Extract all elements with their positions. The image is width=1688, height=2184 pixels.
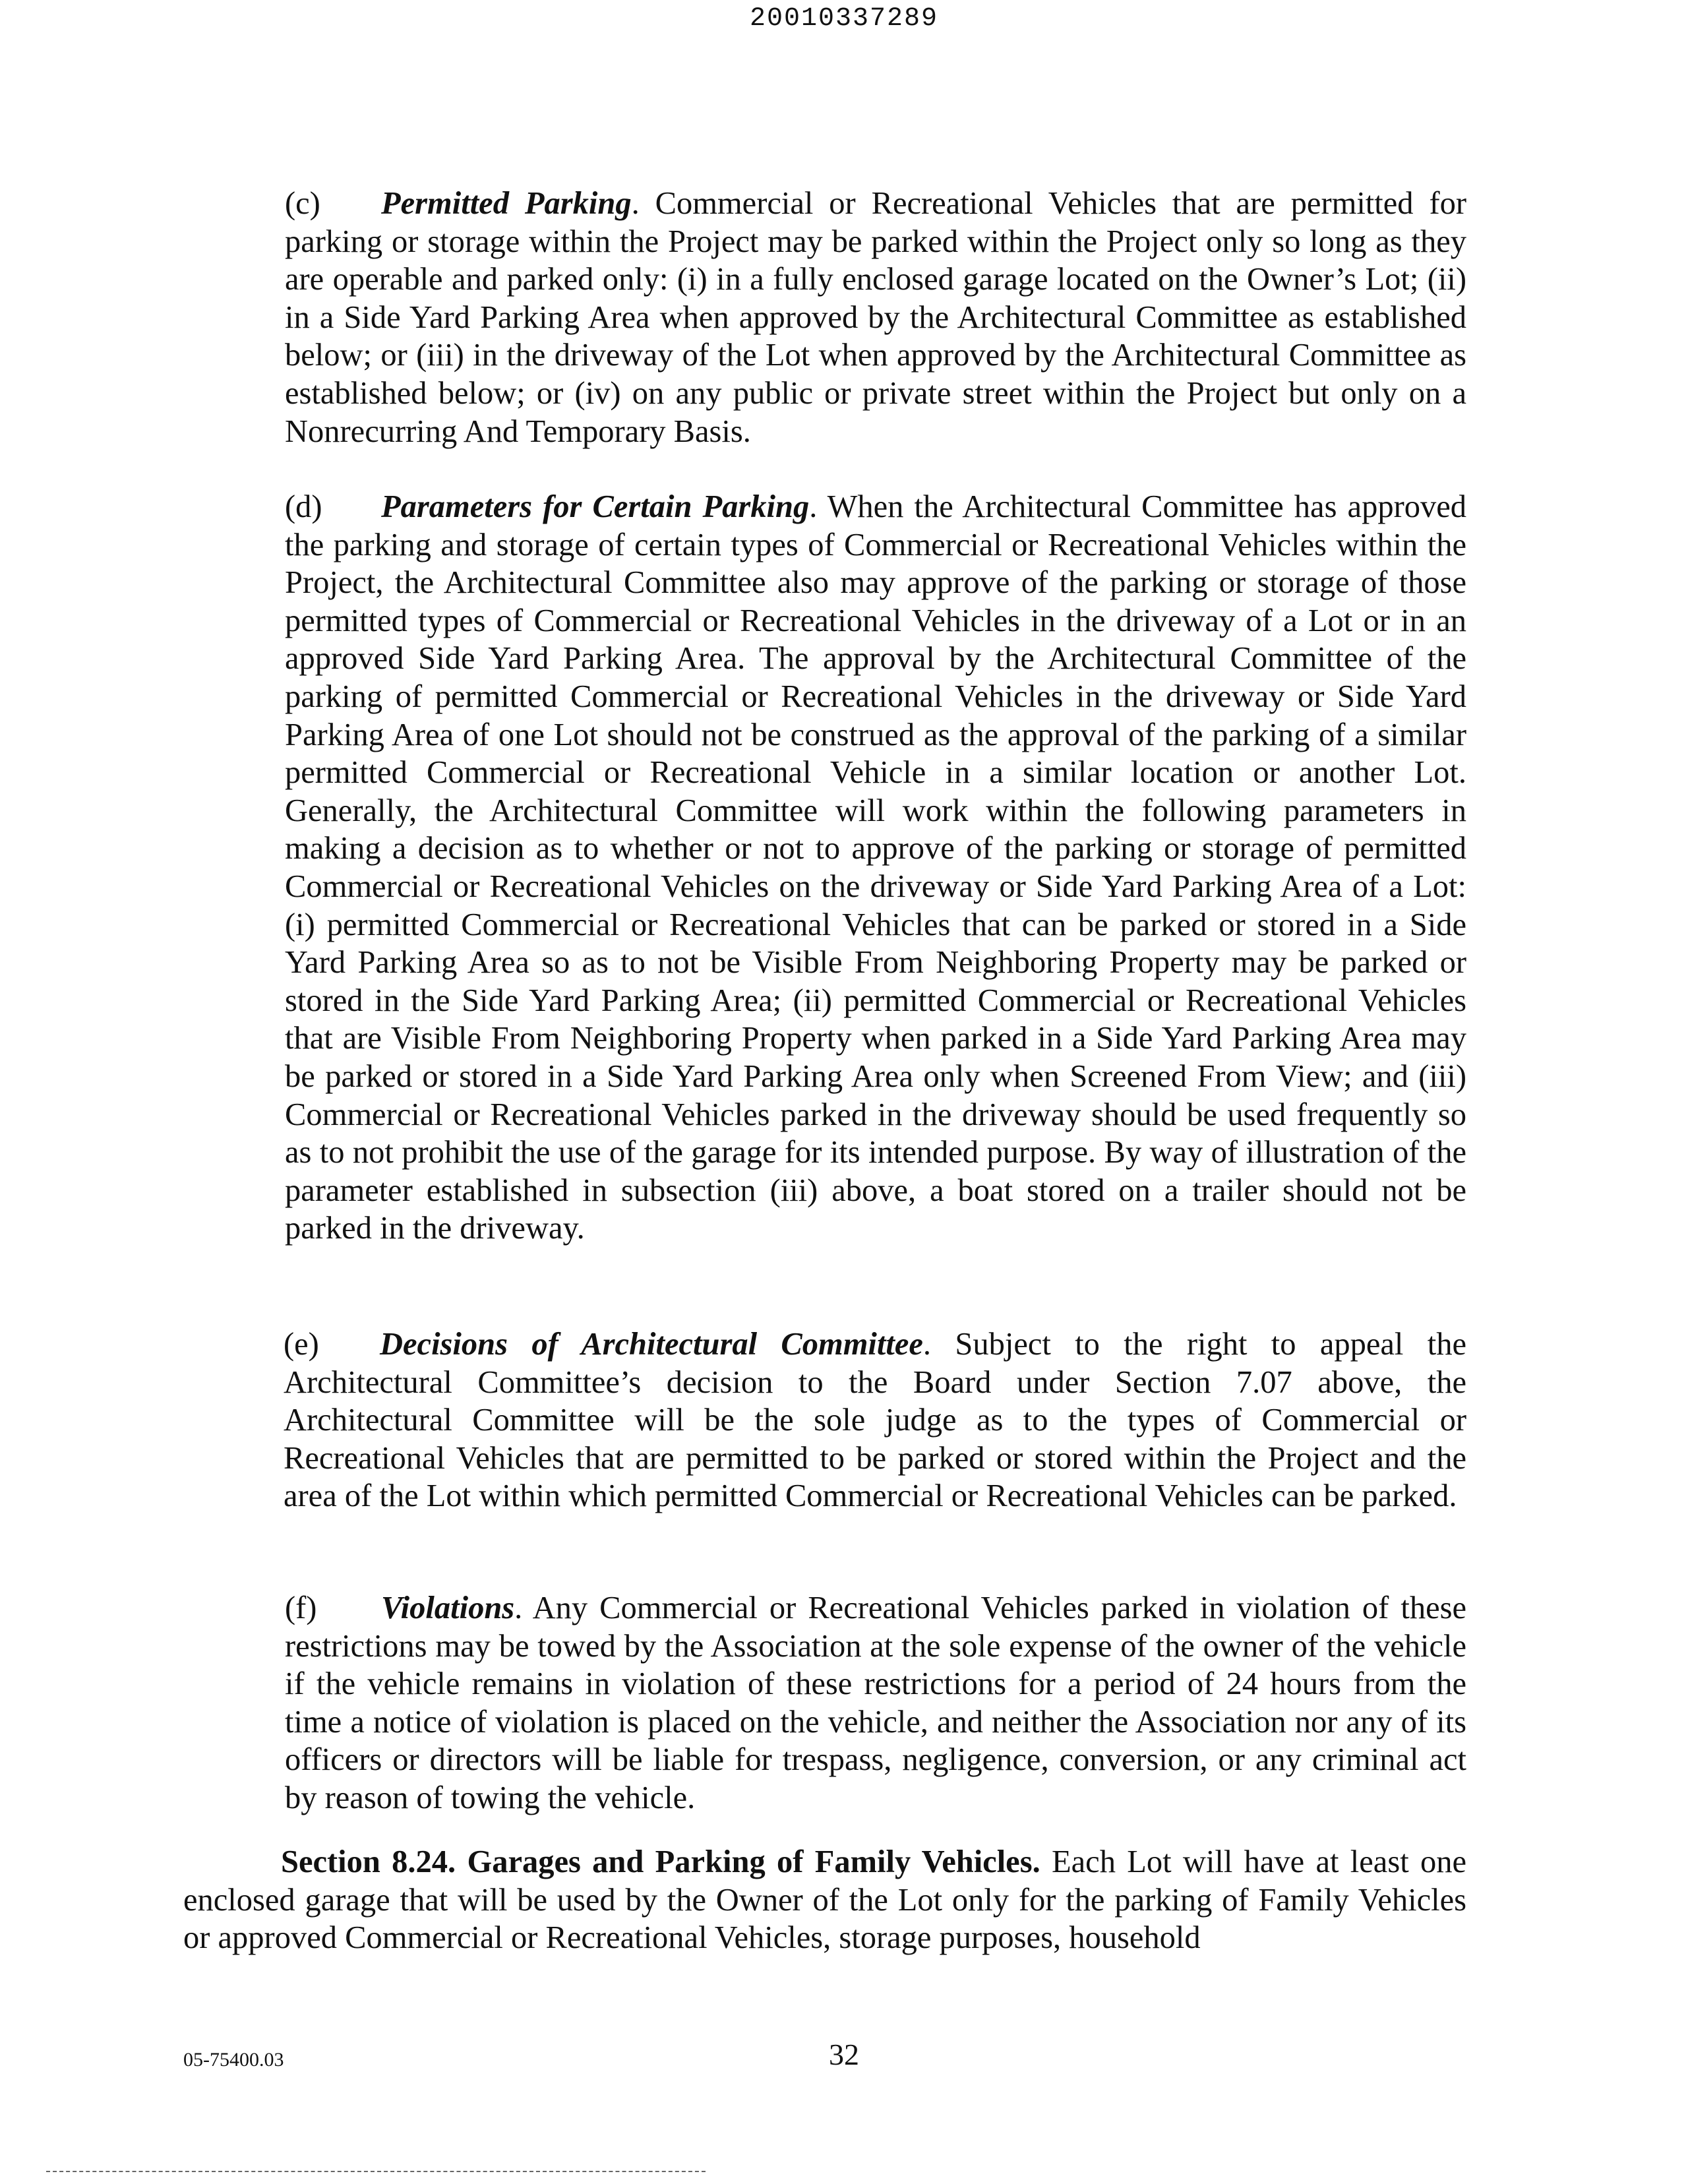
scan-artifact-line: [46, 2171, 706, 2172]
paragraph-e: (e) Decisions of Architectural Committee. Subject to the right to appeal the Architectural Committee’s decision to the Board under Section 7.07 above, the Architectural Committee will be the sole judge as to the types of Commercial or Recreational Vehicles that are permitted to be parked or stored within the Project and the area of the Lot within which permitted Commercial or Recreational Vehicles can be parked.: [284, 1327, 1466, 1514]
paragraph-label: (f): [285, 1591, 317, 1625]
section-heading: Section 8.24. Garages and Parking of Family Vehicles: [281, 1844, 1033, 1879]
paragraph-body: Subject to the right to appeal the Architectural Committee’s decision to the Board under Section 7.07 above, the Architectural Committee will be the sole judge as to the types of Commercial or Recreational Vehicles that are permitted to be parked or stored within the Project and the area of the Lot within which permitted Commercial or Recreational Vehicles can be parked.: [284, 1327, 1466, 1514]
paragraph-body: When the Architectural Committee has approved the parking and storage of certain types of Commercial or Recreational Vehicles within the Project, the Architectural Committee also may approve of the parking or storage of those permitted types of Commercial or Recreational Vehicles in the driveway of a Lot or in an approved Side Yard Parking Area. The approval by the Architectural Committee of the parking of permitted Commercial or Recreational Vehicles in the driveway or Side Yard Parking Area of one Lot should not be construed as the approval of the parking of a similar permitted Commercial or Recreational Vehicle in a similar location or another Lot. Generally, the Architectural Committee will work within the following parameters in making a decision as to whether or not to approve of the parking or storage of permitted Commercial or Recreational Vehicles on the driveway or Side Yard Parking Area of a Lot: (i) permitted Commercial or Recreational Vehicles that can be parked or stored in a Side Yard Parking Area so as to not be Visible From Neighboring Property may be parked or stored in the Side Yard Parking Area; (ii) permitted Commercial or Recreational Vehicles that are Visible From Neighboring Property when parked in a Side Yard Parking Area may be parked or stored in a Side Yard Parking Area only when Screened From View; and (iii) Commercial or Recreational Vehicles parked in the driveway should be used frequently so as to not prohibit the use of the garage for its intended purpose. By way of illustration of the parameter established in subsection (iii) above, a boat stored on a trailer should not be parked in the driveway.: [285, 489, 1467, 1246]
paragraph-label: (d): [285, 489, 322, 524]
paragraph-heading: Parameters for Certain Parking: [381, 489, 810, 524]
section-body: Each Lot will have at least one enclosed garage that will be used by the Owner of the Lot only for the parking of Family Vehicles or approved Commercial or Recreational Vehicles, storage purposes, household: [183, 1844, 1467, 1956]
paragraph-d: (d) Parameters for Certain Parking. When the Architectural Committee has approved the parking and storage of certain types of Commercial or Recreational Vehicles within the Project, the Architectural Committee also may approve of the parking or storage of those permitted types of Commercial or Recreational Vehicles in the driveway of a Lot or in an approved Side Yard Parking Area. The approval by the Architectural Committee of the parking of permitted Commercial or Recreational Vehicles in the driveway or Side Yard Parking Area of one Lot should not be construed as the approval of the parking of a similar permitted Commercial or Recreational Vehicle in a similar location or another Lot. Generally, the Architectural Committee will work within the following parameters in making a decision as to whether or not to approve of the parking or storage of permitted Commercial or Recreational Vehicles on the driveway or Side Yard Parking Area of a Lot: (i) permitted Commercial or Recreational Vehicles that can be parked or stored in a Side Yard Parking Area so as to not be Visible From Neighboring Property may be parked or stored in the Side Yard Parking Area; (ii) permitted Commercial or Recreational Vehicles that are Visible From Neighboring Property when parked in a Side Yard Parking Area may be parked or stored in a Side Yard Parking Area only when Screened From View; and (iii) Commercial or Recreational Vehicles parked in the driveway should be used frequently so as to not prohibit the use of the garage for its intended purpose. By way of illustration of the parameter established in subsection (iii) above, a boat stored on a trailer should not be parked in the driveway.: [285, 489, 1467, 1246]
paragraph-f: (f) Violations. Any Commercial or Recreational Vehicles parked in violation of these restrictions may be towed by the Association at the sole expense of the owner of the vehicle if the vehicle remains in violation of these restrictions for a period of 24 hours from the time a notice of violation is placed on the vehicle, and neither the Association nor any of its officers or directors will be liable for trespass, negligence, conversion, or any criminal act by reason of towing the vehicle.: [285, 1591, 1466, 1815]
paragraph-heading: Permitted Parking: [381, 186, 632, 221]
paragraph-c: (c) Permitted Parking. Commercial or Recreational Vehicles that are permitted for parking or storage within the Project may be parked within the Project only so long as they are operable and parked only: (i) in a fully enclosed garage located on the Owner’s Lot; (ii) in a Side Yard Parking Area when approved by the Architectural Committee as established below; or (iii) in the driveway of the Lot when approved by the Architectural Committee as established below; or (iv) on any public or private street within the Project but only on a Nonrecurring And Temporary Basis.: [285, 186, 1467, 449]
footer-document-id: 05-75400.03: [183, 2049, 284, 2071]
document-number: 20010337289: [749, 4, 939, 34]
paragraph-heading: Violations: [381, 1591, 515, 1625]
paragraph-label: (e): [284, 1327, 319, 1362]
section-8-24: Section 8.24. Garages and Parking of Family Vehicles. Each Lot will have at least one enclosed garage that will be used by the Owner of the Lot only for the parking of Family Vehicles or approved Commercial or Recreational Vehicles, storage purposes, household: [183, 1844, 1467, 1956]
paragraph-heading: Decisions of Architectural Committee: [380, 1327, 923, 1362]
paragraph-body: Commercial or Recreational Vehicles that are permitted for parking or storage within the Project may be parked within the Project only so long as they are operable and parked only: (i) in a fully enclosed garage located on the Owner’s Lot; (ii) in a Side Yard Parking Area when approved by the Architectural Committee as established below; or (iii) in the driveway of the Lot when approved by the Architectural Committee as established below; or (iv) on any public or private street within the Project but only on a Nonrecurring And Temporary Basis.: [285, 186, 1467, 449]
paragraph-label: (c): [285, 186, 320, 221]
paragraph-body: Any Commercial or Recreational Vehicles parked in violation of these restrictions may be towed by the Association at the sole expense of the owner of the vehicle if the vehicle remains in violation of these restrictions for a period of 24 hours from the time a notice of violation is placed on the vehicle, and neither the Association nor any of its officers or directors will be liable for trespass, negligence, conversion, or any criminal act by reason of towing the vehicle.: [285, 1591, 1466, 1815]
page-number: 32: [829, 2038, 859, 2071]
